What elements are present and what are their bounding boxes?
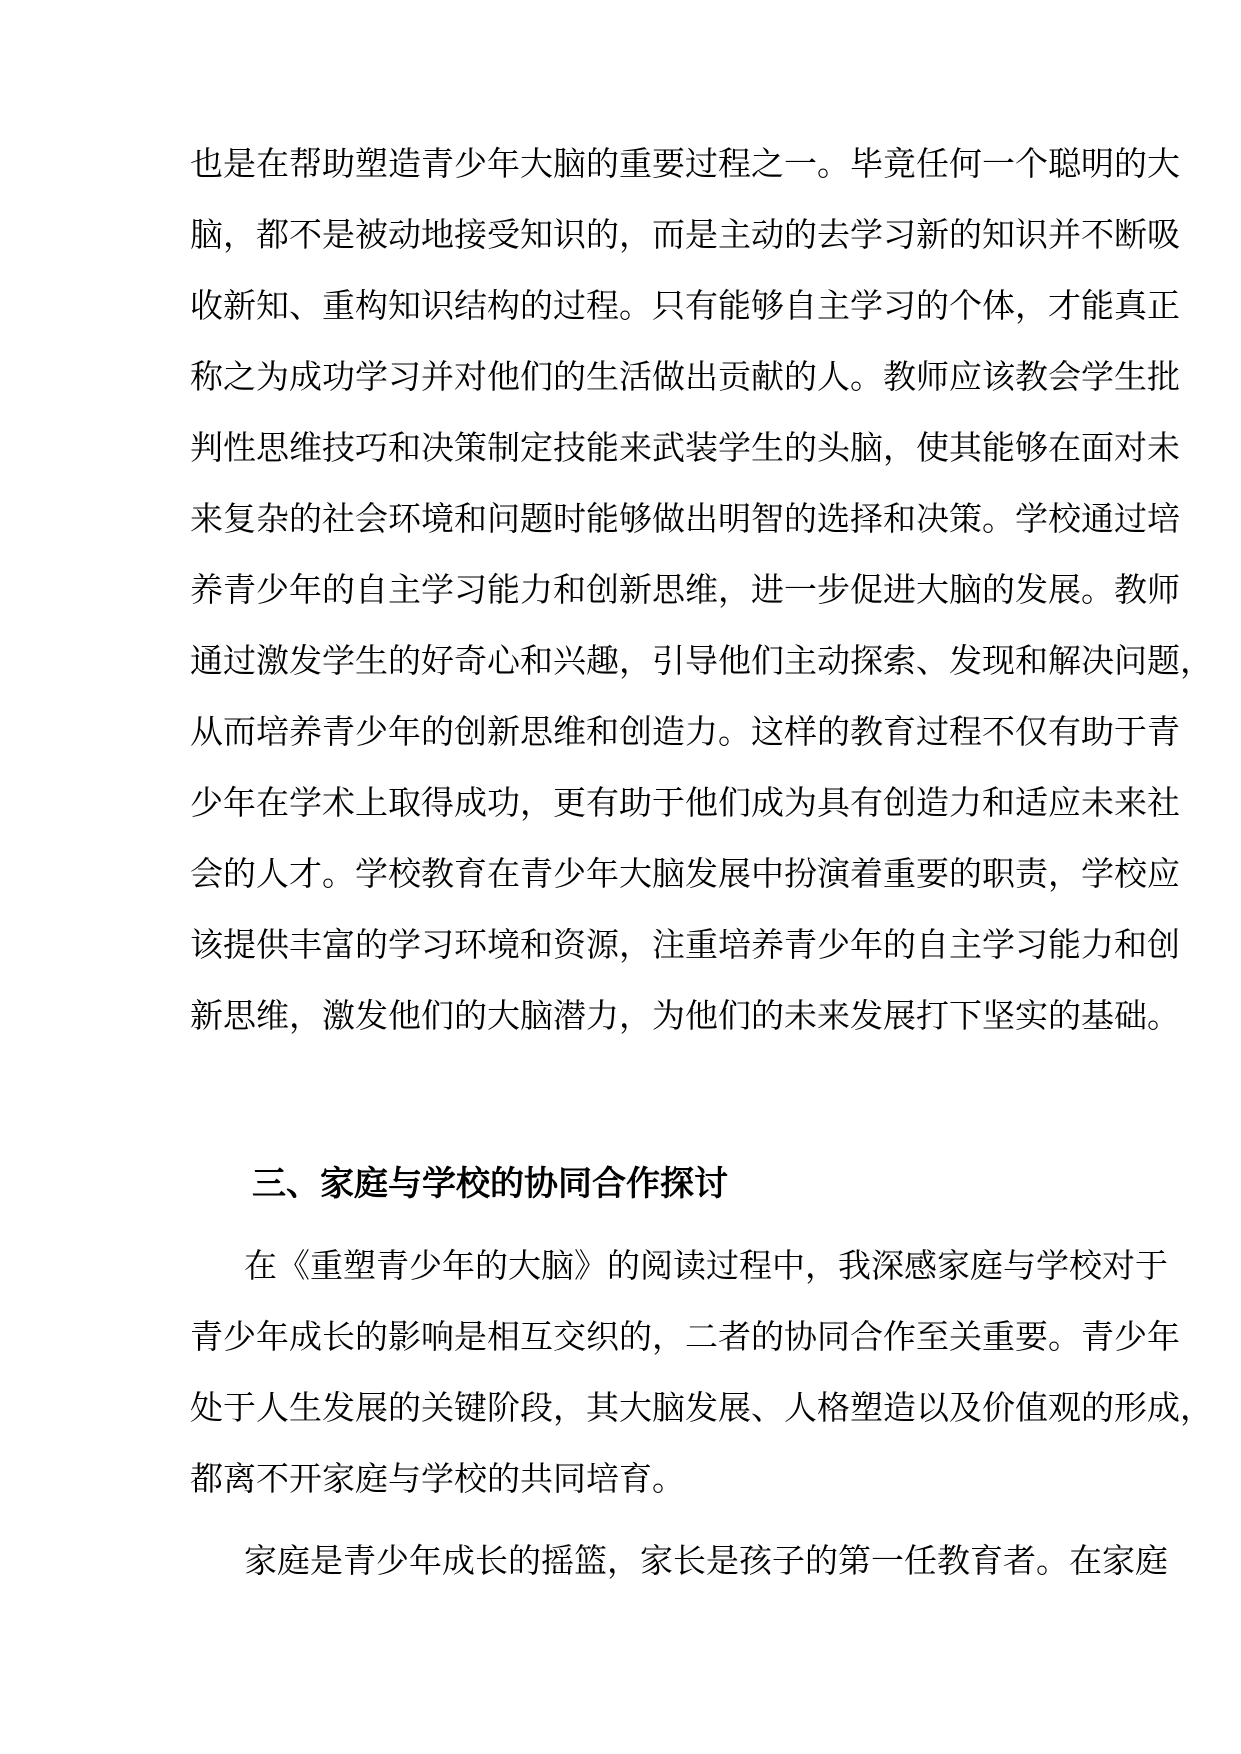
paragraph-line: 从而培养青少年的创新思维和创造力。这样的教育过程不仅有助于青: [190, 712, 1180, 751]
paragraph-line: 通过激发学生的好奇心和兴趣，引导他们主动探索、发现和解决问题，: [190, 641, 1213, 680]
paragraph-line: 少年在学术上取得成功，更有助于他们成为具有创造力和适应未来社: [190, 783, 1180, 822]
paragraph-line: 脑，都不是被动地接受知识的，而是主动的去学习新的知识并不断吸: [190, 215, 1180, 254]
paragraph-line: 都离不开家庭与学校的共同培育。: [190, 1459, 685, 1498]
paragraph-line: 养青少年的自主学习能力和创新思维，进一步促进大脑的发展。教师: [190, 570, 1180, 609]
paragraph-line: 称之为成功学习并对他们的生活做出贡献的人。教师应该教会学生批: [190, 357, 1180, 396]
paragraph-line: 判性思维技巧和决策制定技能来武装学生的头脑，使其能够在面对未: [190, 428, 1180, 467]
paragraph-line: 处于人生发展的关键阶段，其大脑发展、人格塑造以及价值观的形成，: [190, 1388, 1213, 1427]
paragraph-line: 青少年成长的影响是相互交织的，二者的协同合作至关重要。青少年: [190, 1317, 1180, 1356]
paragraph-line: 也是在帮助塑造青少年大脑的重要过程之一。毕竟任何一个聪明的大: [190, 144, 1180, 183]
paragraph-line: 新思维，激发他们的大脑潜力，为他们的未来发展打下坚实的基础。: [190, 996, 1180, 1035]
paragraph-line: 该提供丰富的学习环境和资源，注重培养青少年的自主学习能力和创: [190, 925, 1180, 964]
paragraph-line: 来复杂的社会环境和问题时能够做出明智的选择和决策。学校通过培: [190, 499, 1180, 538]
paragraph-line: 家庭是青少年成长的摇篮，家长是孩子的第一任教育者。在家庭: [244, 1541, 1168, 1580]
paragraph-line: 收新知、重构知识结构的过程。只有能够自主学习的个体，才能真正: [190, 286, 1180, 325]
section-heading: 三、家庭与学校的协同合作探讨: [252, 1164, 728, 1204]
paragraph-line: 会的人才。学校教育在青少年大脑发展中扮演着重要的职责，学校应: [190, 854, 1180, 893]
paragraph-line: 在《重塑青少年的大脑》的阅读过程中，我深感家庭与学校对于: [244, 1246, 1168, 1285]
